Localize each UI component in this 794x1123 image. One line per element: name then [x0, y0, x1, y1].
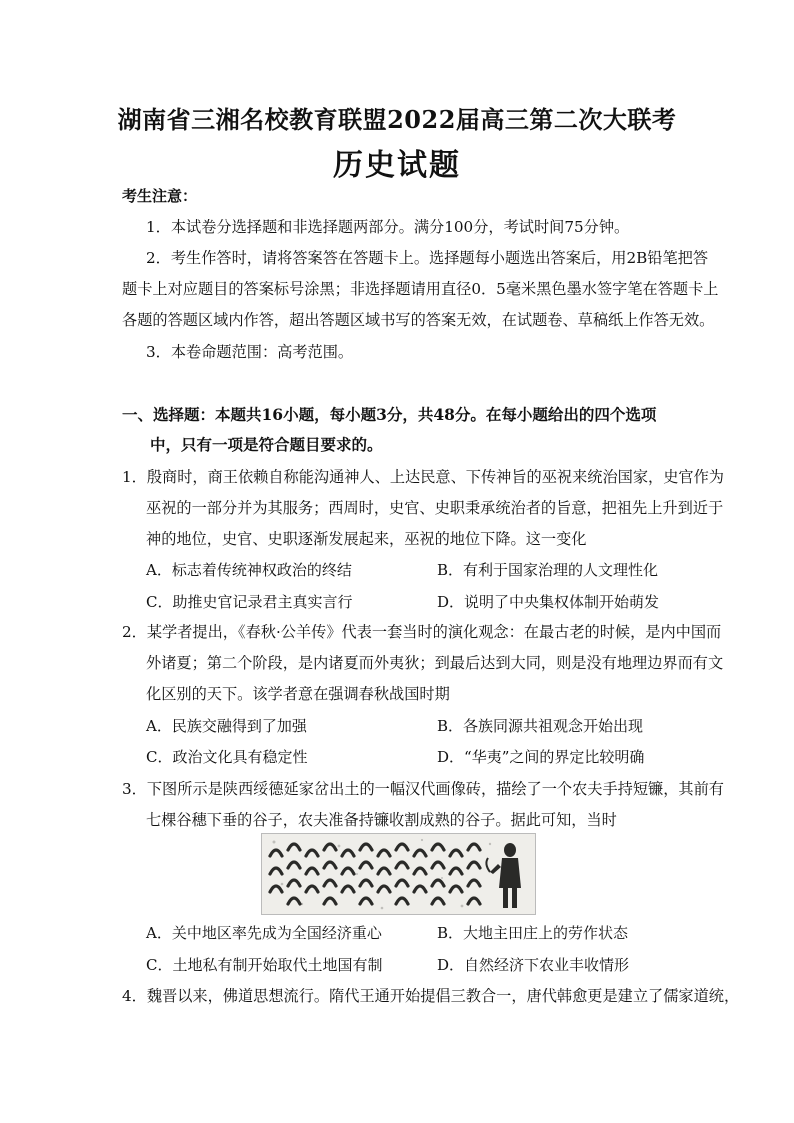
q1-option-d: D．说明了中央集权体制开始萌发	[437, 593, 660, 611]
section-heading-line-1: 一、选择题：本题共16小题，每小题3分，共48分。在每小题给出的四个选项	[122, 405, 657, 424]
q2-option-a: A．民族交融得到了加强	[146, 717, 307, 735]
q4-stem-line-1: 4．魏晋以来，佛道思想流行。隋代王通开始提倡三教合一，唐代韩愈更是建立了儒家道统，	[122, 987, 740, 1005]
q2-option-d: D．“华夷”之间的界定比较明确	[437, 748, 645, 766]
q1-stem-line-1: 1．殷商时，商王依赖自称能沟通神人、上达民意、下传神旨的巫祝来统治国家，史官作为	[122, 468, 724, 486]
subject-title: 历史试题	[333, 148, 461, 183]
q3-option-c: C．土地私有制开始取代土地国有制	[146, 956, 383, 974]
notice-heading: 考生注意：	[122, 187, 198, 205]
q3-option-b: B．大地主田庄上的劳作状态	[437, 924, 629, 942]
q3-stem-line-1: 3．下图所示是陕西绥德延家岔出土的一幅汉代画像砖，描绘了一个农夫手持短镰，其前有	[122, 780, 724, 798]
q1-option-b: B．有利于国家治理的人文理性化	[437, 561, 659, 579]
exam-title: 湖南省三湘名校教育联盟2022届高三第二次大联考	[117, 105, 677, 134]
section-heading-line-2: 中，只有一项是符合题目要求的。	[150, 435, 383, 454]
q1-stem-line-2: 巫祝的一部分并为其服务；西周时，史官、史职秉承统治者的旨意，把祖先上升到近于	[146, 499, 724, 517]
q2-option-b: B．各族同源共祖观念开始出现	[437, 717, 644, 735]
q1-option-c: C．助推史官记录君主真实言行	[146, 593, 353, 611]
q2-stem-line-1: 2．某学者提出，《春秋·公羊传》代表一套当时的演化观念：在最古老的时候，是内中国而	[122, 623, 722, 641]
notice-item-2-line-1: 2．考生作答时，请将答案答在答题卡上。选择题每小题选出答案后，用2B铅笔把答	[146, 249, 709, 267]
q2-stem-line-2: 外诸夏；第二个阶段，是内诸夏而外夷狄；到最后达到大同，则是没有地理边界而有文	[146, 654, 724, 672]
q1-stem-line-3: 神的地位，史官、史职逐渐发展起来，巫祝的地位下降。这一变化	[146, 530, 587, 548]
q3-option-d: D．自然经济下农业丰收情形	[437, 956, 630, 974]
q1-option-a: A．标志着传统神权政治的终结	[146, 561, 352, 579]
notice-item-3: 3．本卷命题范围：高考范围。	[146, 343, 354, 361]
q2-stem-line-3: 化区别的天下。该学者意在强调春秋战国时期	[146, 685, 450, 703]
q3-stem-line-2: 七棵谷穗下垂的谷子，农夫准备持镰收割成熟的谷子。据此可知，当时	[146, 811, 617, 829]
q2-option-c: C．政治文化具有稳定性	[146, 748, 308, 766]
notice-item-1: 1．本试卷分选择题和非选择题两部分。满分100分，考试时间75分钟。	[146, 218, 630, 236]
notice-item-2-line-3: 各题的答题区域内作答，超出答题区域书写的答案无效，在试题卷、草稿纸上作答无效。	[122, 311, 715, 329]
han-brick-rubbing-image	[261, 833, 536, 915]
grain-harvest-picture	[262, 834, 535, 914]
notice-item-2-line-2: 题卡上对应题目的答案标号涂黑；非选择题请用直径0．5毫米黑色墨水签字笔在答题卡上	[122, 280, 719, 298]
q3-option-a: A．关中地区率先成为全国经济重心	[146, 924, 382, 942]
